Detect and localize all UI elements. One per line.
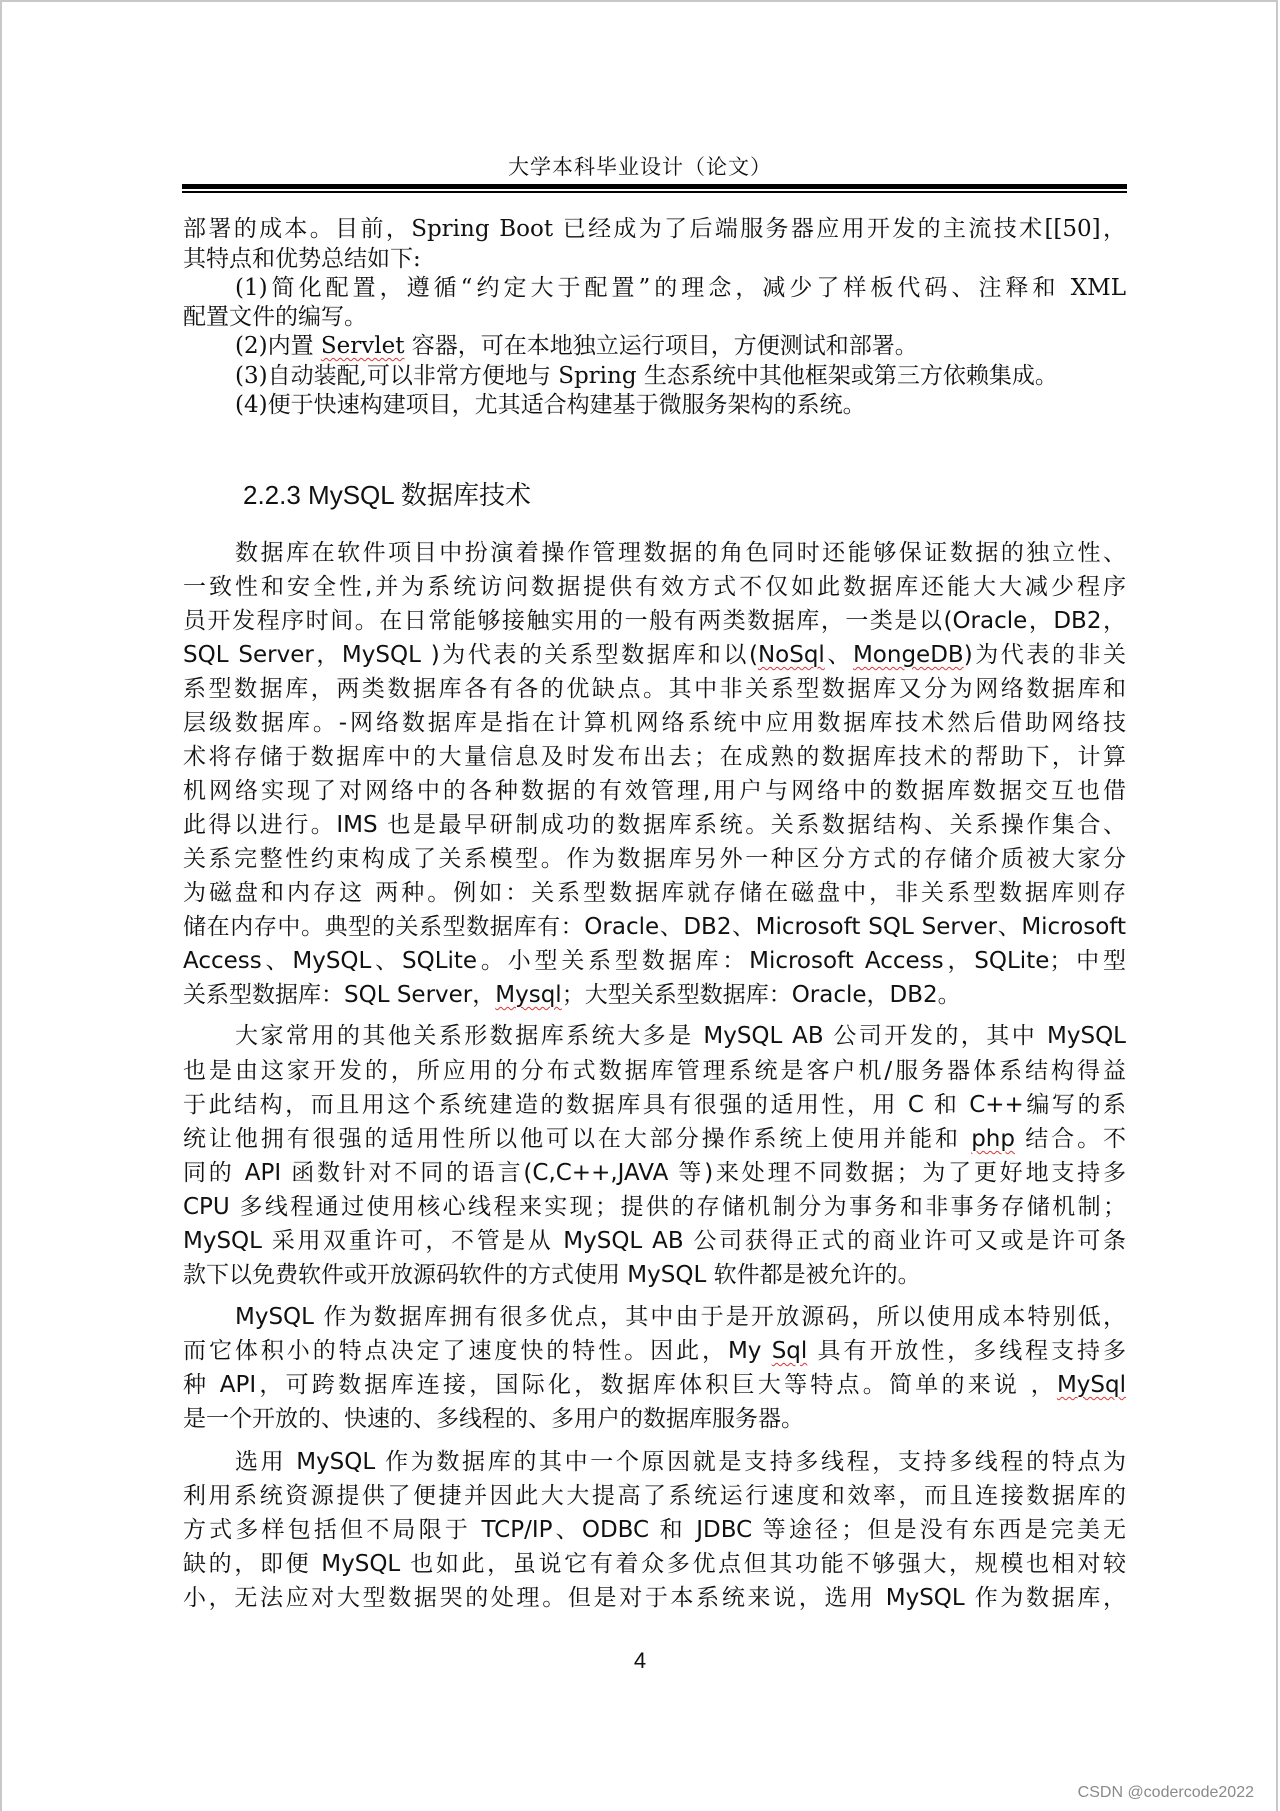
body-line: 其特点和优势总结如下: bbox=[183, 246, 421, 272]
body-line: 术将存储于数据库中的大量信息及时发布出去；在成熟的数据库技术的帮助下，计算 bbox=[183, 744, 1126, 770]
spellcheck-flagged-word: NoSql bbox=[757, 642, 825, 668]
feature-item-1-cont: 配置文件的编写。 bbox=[183, 304, 367, 330]
body-line: CPU 多线程通过使用核心线程来实现；提供的存储机制分为事务和非事务存储机制； bbox=[183, 1194, 1126, 1220]
running-header-title: 大学本科毕业设计（论文） bbox=[508, 155, 772, 179]
body-line: 种 API，可跨数据库连接，国际化，数据库体积巨大等特点。简单的来说 ，MySql bbox=[183, 1372, 1126, 1398]
body-line: 小，无法应对大型数据哭的处理。但是对于本系统来说，选用 MySQL 作为数据库， bbox=[183, 1585, 1126, 1611]
body-line: 数据库在软件项目中扮演着操作管理数据的角色同时还能够保证数据的独立性、 bbox=[235, 540, 1126, 566]
body-line: Access、MySQL、SQLite。小型关系型数据库：Microsoft Access，SQLite；中型 bbox=[183, 948, 1126, 974]
body-line: 选用 MySQL 作为数据库的其中一个原因就是支持多线程，支持多线程的特点为 bbox=[235, 1449, 1126, 1475]
body-line: 关系完整性约束构成了关系模型。作为数据库另外一种区分方式的存储介质被大家分 bbox=[183, 846, 1126, 872]
spellcheck-flagged-word: MySql bbox=[1056, 1372, 1126, 1398]
body-line: 层级数据库。-网络数据库是指在计算机网络系统中应用数据库技术然后借助网络技 bbox=[183, 710, 1126, 736]
body-line: 是一个开放的、快速的、多线程的、多用户的数据库服务器。 bbox=[183, 1406, 804, 1432]
body-line: 员开发程序时间。在日常能够接触实用的一般有两类数据库，一类是以(Oracle，DB2， bbox=[183, 608, 1126, 634]
header-rule-thin bbox=[182, 191, 1127, 193]
body-line: 大家常用的其他关系形数据库系统大多是 MySQL AB 公司开发的，其中 MySQL bbox=[235, 1023, 1126, 1049]
body-line: MySQL 采用双重许可，不管是从 MySQL AB 公司获得正式的商业许可又或是许可条 bbox=[183, 1228, 1126, 1254]
feature-item-4: (4)便于快速构建项目，尤其适合构建基于微服务架构的系统。 bbox=[235, 392, 866, 418]
body-line: 而它体积小的特点决定了速度快的特性。因此，My Sql 具有开放性，多线程支持多 bbox=[183, 1338, 1126, 1364]
spellcheck-flagged-word: Sql bbox=[771, 1338, 808, 1364]
spellcheck-flagged-word: Servlet bbox=[320, 333, 405, 359]
body-line: 一致性和安全性,并为系统访问数据提供有效方式不仅如此数据库还能大大减少程序 bbox=[183, 574, 1126, 600]
header-rule-thick bbox=[182, 184, 1127, 189]
spellcheck-flagged-word: php bbox=[971, 1126, 1015, 1152]
body-line: 部署的成本。目前，Spring Boot 已经成为了后端服务器应用开发的主流技术[[50]， bbox=[183, 216, 1126, 242]
body-line: 统让他拥有很强的适用性所以他可以在大部分操作系统上使用并能和 php 结合。不 bbox=[183, 1126, 1127, 1152]
body-line: 方式多样包括但不局限于 TCP/IP、ODBC 和 JDBC 等途径；但是没有东西是完美无 bbox=[183, 1517, 1126, 1543]
body-line: 此得以进行。IMS 也是最早研制成功的数据库系统。关系数据结构、关系操作集合、 bbox=[183, 812, 1126, 838]
spellcheck-flagged-word: Mysql bbox=[495, 982, 562, 1008]
feature-item-2: (2)内置 Servlet 容器，可在本地独立运行项目，方便测试和部署。 bbox=[235, 333, 918, 359]
body-line: SQL Server，MySQL )为代表的关系型数据库和以(NoSql、MongeDB)为代表的非关 bbox=[183, 642, 1127, 668]
body-line: 利用系统资源提供了便捷并因此大大提高了系统运行速度和效率，而且连接数据库的 bbox=[183, 1483, 1126, 1509]
feature-item-3: (3)自动装配,可以非常方便地与 Spring 生态系统中其他框架或第三方依赖集成。 bbox=[235, 363, 1058, 389]
section-heading: 2.2.3 MySQL 数据库技术 bbox=[243, 480, 531, 510]
body-line: 系型数据库，两类数据库各有各的优缺点。其中非关系型数据库又分为网络数据库和 bbox=[183, 676, 1126, 702]
spellcheck-flagged-word: MongeDB bbox=[852, 642, 964, 668]
body-line: MySQL 作为数据库拥有很多优点，其中由于是开放源码，所以使用成本特别低， bbox=[235, 1304, 1126, 1330]
body-line: 于此结构，而且用这个系统建造的数据库具有很强的适用性，用 C 和 C++编写的系 bbox=[183, 1092, 1126, 1118]
body-line: 机网络实现了对网络中的各种数据的有效管理,用户与网络中的数据库数据交互也借 bbox=[183, 778, 1126, 804]
body-line: 关系型数据库：SQL Server，Mysql；大型关系型数据库：Oracle，DB2。 bbox=[183, 982, 961, 1008]
body-line: 为磁盘和内存这 两种。例如：关系型数据库就存储在磁盘中，非关系型数据库则存 bbox=[183, 880, 1126, 906]
feature-item-1: (1)简化配置，遵循“约定大于配置”的理念，减少了样板代码、注释和 XML bbox=[235, 275, 1126, 301]
body-line: 款下以免费软件或开放源码软件的方式使用 MySQL 软件都是被允许的。 bbox=[183, 1262, 921, 1288]
page-number: 4 bbox=[633, 1648, 647, 1673]
body-line: 同的 API 函数针对不同的语言(C,C++,JAVA 等)来处理不同数据；为了更好地支持多 bbox=[183, 1160, 1126, 1186]
csdn-watermark: CSDN @codercode2022 bbox=[1077, 1784, 1254, 1801]
body-line: 缺的，即便 MySQL 也如此，虽说它有着众多优点但其功能不够强大，规模也相对较 bbox=[183, 1551, 1126, 1577]
body-line: 也是由这家开发的，所应用的分布式数据库管理系统是客户机/服务器体系结构得益 bbox=[183, 1058, 1126, 1084]
body-line: 储在内存中。典型的关系型数据库有：Oracle、DB2、Microsoft SQL Server、Microsoft bbox=[183, 914, 1126, 940]
